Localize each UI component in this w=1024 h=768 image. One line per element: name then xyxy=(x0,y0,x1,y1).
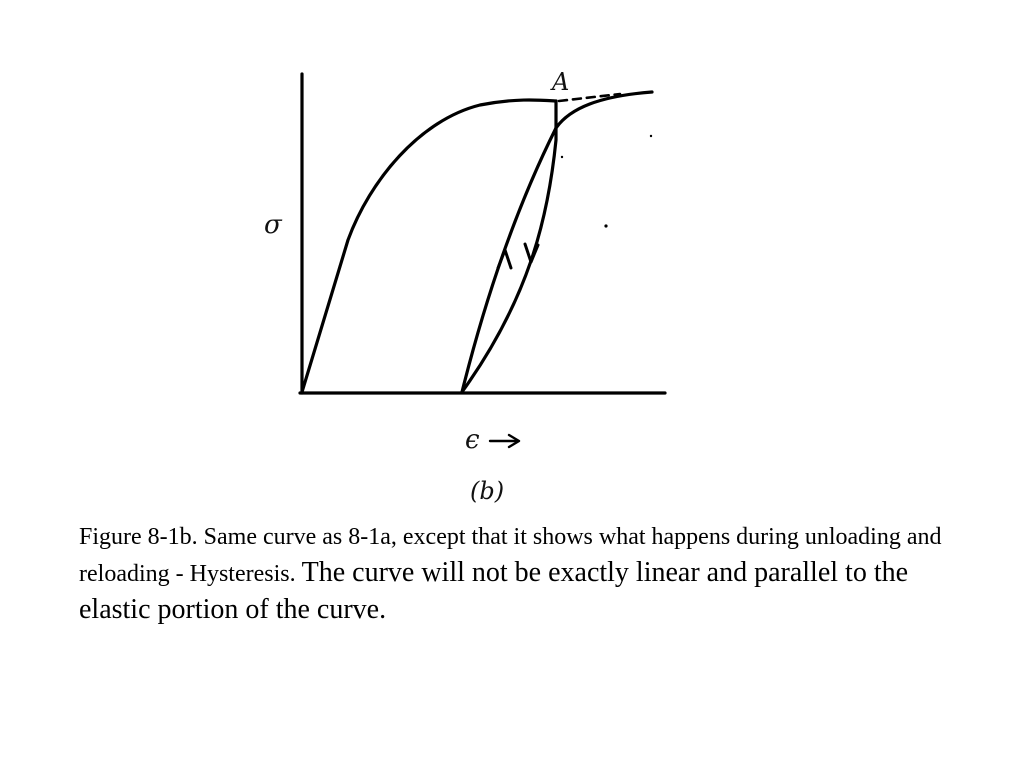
stray-dot xyxy=(604,224,607,227)
point-a-label: A xyxy=(552,68,570,96)
panel-label: (b) xyxy=(470,477,505,505)
x-axis-label: ϵ xyxy=(465,425,480,455)
x-axis-arrow-icon xyxy=(490,435,519,447)
stray-dot xyxy=(561,156,563,158)
reloading-continuation xyxy=(556,92,652,128)
unloading-arrow-icon xyxy=(525,244,538,262)
figure-caption xyxy=(79,522,979,628)
caption-part-2: The curve will not be exactly linear and parallel to the elastic portion of the curve. xyxy=(79,556,909,626)
caption-part-1: Figure 8-1b. Same curve as 8-1a, except that it shows what happens during unloading and reloading - Hysteresis. xyxy=(79,524,942,587)
loading-curve xyxy=(302,100,556,392)
y-axis-label: σ xyxy=(264,210,282,240)
stray-dot xyxy=(650,135,652,137)
reloading-arrow-icon xyxy=(498,250,511,268)
unloading-curve xyxy=(462,101,556,392)
